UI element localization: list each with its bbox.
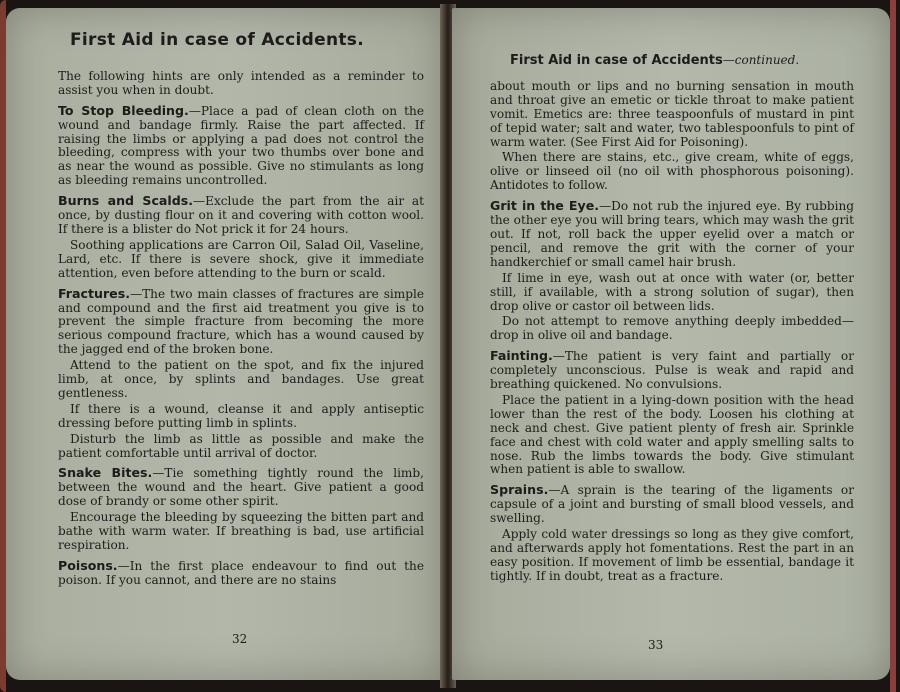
section-grit-in-eye: [490, 199, 854, 270]
continued-paragraph: about mouth or lips and no burning sensation in mouth and throat give an emetic or tickle throat to make patient vomit. Emetics are: three teaspoonfuls of mustard in pint of tepid water; salt and water, two tablespoonfuls to pint of warm water. (See First Aid for Poisoning).: [490, 78, 854, 149]
section-paragraph: Attend to the patient on the spot, and fix the injured limb, at once, by splints and bandages. Use great gentleness.: [58, 358, 424, 400]
section-snake-bites: [58, 466, 424, 509]
section-text: —In the first place endeavour to find out the poison. If you cannot, and there are no stains: [58, 558, 424, 587]
section-paragraph: Disturb the limb as little as possible and make the patient comfortable until arrival of doctor.: [58, 431, 424, 460]
section-sprains: [490, 483, 854, 526]
section-paragraph: Do not attempt to remove anything deeply imbedded—drop in olive oil and bandage.: [490, 314, 854, 343]
title-text: First Aid in case of Accidents: [510, 53, 723, 68]
page-title: [510, 54, 854, 68]
section-text: —Tie something tightly round the limb, between the wound and the heart. Give patient a good dose of brandy or some other spirit.: [58, 466, 424, 509]
left-page: [6, 8, 444, 680]
section-paragraph: Soothing applications are Carron Oil, Salad Oil, Vaseline, Lard, etc. If there is severe shock, give it immediate attention, even before attending to the burn or scald.: [58, 237, 424, 280]
right-page: [452, 8, 890, 680]
section-text: —The two main classes of fractures are simple and compound and the first aid treatment you give is to prevent the simple fracture from becoming the more serious compound fracture, which has a wound caused by the jagged end of the broken bone.: [58, 286, 424, 357]
title-suffix: —continued.: [722, 53, 800, 67]
section-heading: Snake Bites.: [58, 465, 153, 481]
section-heading: Fractures.: [58, 285, 130, 301]
section-paragraph: If there is a wound, cleanse it and apply antiseptic dressing before putting limb in splints.: [58, 401, 424, 430]
section-heading: Poisons.: [58, 557, 118, 573]
intro-paragraph: The following hints are only intended as a reminder to assist you when in doubt.: [58, 68, 424, 97]
section-burns: [58, 194, 424, 237]
section-paragraph: Apply cold water dressings so long as they give comfort, and afterwards apply hot fomentations. Rest the part in an easy position. If movement of limb be essential, bandage it tightly. If in doubt, treat as a fracture.: [490, 527, 854, 583]
right-page-content: [490, 54, 854, 586]
section-paragraph: If lime in eye, wash out at once with water (or, better still, if available, with a strong solution of sugar), then drop olive or castor oil between lids.: [490, 270, 854, 313]
section-text: —Place a pad of clean cloth on the wound and bandage firmly. Raise the part affected. If raising the limbs or applying a pad does not control the bleeding, compress with your two thumbs over bone and as near the wound as possible. Give no stimulants as long as bleeding remains uncontrolled.: [58, 103, 424, 188]
section-heading: Grit in the Eye.: [490, 198, 600, 214]
section-heading: Fainting.: [490, 348, 553, 364]
section-paragraph: Encourage the bleeding by squeezing the bitten part and bathe with warm water. If breathing is bad, use artificial respiration.: [58, 510, 424, 552]
section-text: —Do not rub the injured eye. By rubbing the other eye you will bring tears, which may wash the grit out. If not, roll back the upper eyelid over a match or pencil, and remove the grit with the corner of your handkerchief or small camel hair brush.: [490, 199, 854, 269]
continued-paragraph: When there are stains, etc., give cream, white of eggs, olive or linseed oil (no oil with phosphorous poisoning). Antidotes to follow.: [490, 150, 854, 193]
page-number: 32: [232, 632, 248, 646]
right-book-edge: [890, 0, 896, 692]
section-fainting: [490, 349, 854, 392]
page-number: 33: [648, 638, 664, 652]
section-bleeding: [58, 104, 424, 188]
section-fractures: [58, 287, 424, 358]
section-text: —Exclude the part from the air at once, by dusting flour on it and covering with cotton wool. If there is a blister do Not prick it for 24 hours.: [58, 194, 424, 236]
section-heading: Burns and Scalds.: [58, 193, 194, 209]
page-title: First Aid in case of Accidents.: [70, 30, 364, 50]
left-page-content: [58, 30, 424, 590]
section-heading: To Stop Bleeding.: [58, 102, 189, 118]
section-text: —The patient is very faint and partially or completely unconscious. Pulse is weak and rapid and breathing quickened. No convulsions.: [490, 349, 854, 392]
section-poisons: [58, 559, 424, 588]
section-text: —A sprain is the tearing of the ligaments or capsule of a joint and bursting of small blood vessels, and swelling.: [490, 483, 854, 526]
section-paragraph: Place the patient in a lying-down position with the head lower than the rest of the body. Loosen his clothing at neck and chest. Give patient plenty of fresh air. Sprinkle face and chest with cold water and apply smelling salts to nose. Rub the limbs towards the body. Give stimulant when patient is able to swallow.: [490, 392, 854, 477]
section-heading: Sprains.: [490, 482, 549, 498]
